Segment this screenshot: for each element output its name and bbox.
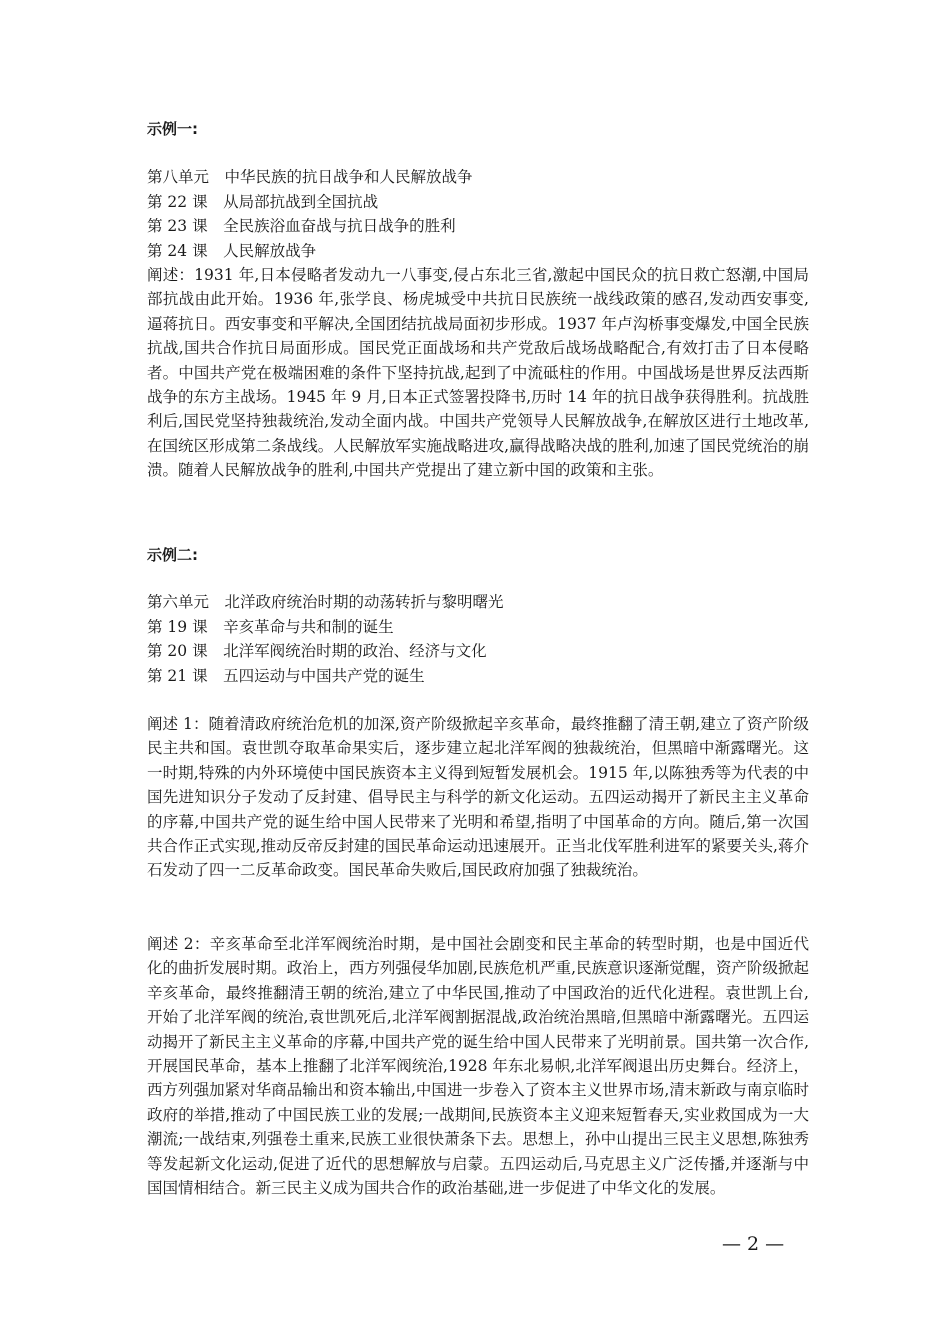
lesson-title: 第 24 课 人民解放战争: [147, 241, 317, 260]
unit-title: 第六单元 北洋政府统治时期的动荡转折与黎明曙光: [147, 593, 504, 611]
lesson-title: 第 21 课 五四运动与中国共产党的诞生: [147, 666, 425, 685]
lesson-title: 第 22 课 从局部抗战到全国抗战: [147, 192, 379, 211]
unit-title: 第八单元 中华民族的抗日战争和人民解放战争: [147, 168, 473, 186]
example-one-heading: 示例一:: [147, 120, 198, 138]
lesson-title: 第 19 课 辛亥革命与共和制的诞生: [147, 617, 394, 636]
example-two-explanation-2: 阐述 2：辛亥革命至北洋军阀统治时期，是中国社会剧变和民主革命的转型时期，也是中国近代化的曲折发展时期。政治上，西方列强侵华加剧,民族危机严重,民族意识逐渐觉醒，资产阶级掀起辛亥革命，最终推翻清王朝的统治,建立了中华民国,推动了中国政治的近代化进程。袁世凯上台,开始了北洋军阀的统治,袁世凯死后,北洋军阀割据混战,政治统治黑暗,但黑暗中渐露曙光。五四运动揭开了新民主主义革命的序幕,中国共产党的诞生给中国人民带来了光明前景。国共第一次合作,开展国民革命，基本上推翻了北洋军阀统治,1928 年东北易帜,北洋军阀退出历史舞台。经济上，西方列强加紧对华商品输出和资本输出,中国进一步卷入了资本主义世界市场,清末新政与南京临时政府的举措,推动了中国民族工业的发展;一战期间,民族资本主义迎来短暂春天,实业救国成为一大潮流;一战结束,列强卷土重来,民族工业很快萧条下去。思想上，孙中山提出三民主义思想,陈独秀等发起新文化运动,促进了近代的思想解放与启蒙。五四运动后,马克思主义广泛传播,并逐渐与中国国情相结合。新三民主义成为国共合作的政治基础,进一步促进了中华文化的发展。: [147, 935, 809, 1198]
example-two-heading: 示例二:: [147, 546, 198, 564]
lesson-title: 第 20 课 北洋军阀统治时期的政治、经济与文化: [147, 642, 487, 660]
example-one-explanation: 阐述：1931 年,日本侵略者发动九一八事变,侵占东北三省,激起中国民众的抗日救亡怒潮,中国局部抗战由此开始。1936 年,张学良、杨虎城受中共抗日民族统一战线政策的感召,发动西安事变,逼蒋抗日。西安事变和平解决,全国团结抗战局面初步形成。1937 年卢沟桥事变爆发,中国全民族抗战,国共合作抗日局面形成。国民党正面战场和共产党敌后战场战略配合,有效打击了日本侵略者。中国共产党在极端困难的条件下坚持抗战,起到了中流砥柱的作用。中国战场是世界反法西斯战争的东方主战场。1945 年 9 月,日本正式签署投降书,历时 14 年的抗日战争获得胜利。抗战胜利后,国民党坚持独裁统治,发动全面内战。中国共产党领导人民解放战争,在解放区进行土地改革,在国统区形成第二条战线。人民解放军实施战略进攻,赢得战略决战的胜利,加速了国民党统治的崩溃。随着人民解放战争的胜利,中国共产党提出了建立新中国的政策和主张。: [147, 266, 809, 480]
lesson-title: 第 23 课 全民族浴血奋战与抗日战争的胜利: [147, 217, 456, 235]
example-two-explanation-1: 阐述 1：随着清政府统治危机的加深,资产阶级掀起辛亥革命，最终推翻了清王朝,建立了资产阶级民主共和国。袁世凯夺取革命果实后，逐步建立起北洋军阀的独裁统治，但黑暗中渐露曙光。这一时期,特殊的内外环境使中国民族资本主义得到短暂发展机会。1915 年,以陈独秀等为代表的中国先进知识分子发动了反封建、倡导民主与科学的新文化运动。五四运动揭开了新民主主义革命的序幕,中国共产党的诞生给中国人民带来了光明和希望,指明了中国革命的方向。随后,第一次国共合作正式实现,推动反帝反封建的国民革命运动迅速展开。正当北伐军胜利进军的紧要关头,蒋介石发动了四一二反革命政变。国民革命失败后,国民政府加强了独裁统治。: [147, 715, 809, 880]
example-one-outline: [147, 165, 809, 263]
page-number: — 2 —: [722, 1233, 785, 1255]
example-two-outline: [147, 590, 809, 688]
